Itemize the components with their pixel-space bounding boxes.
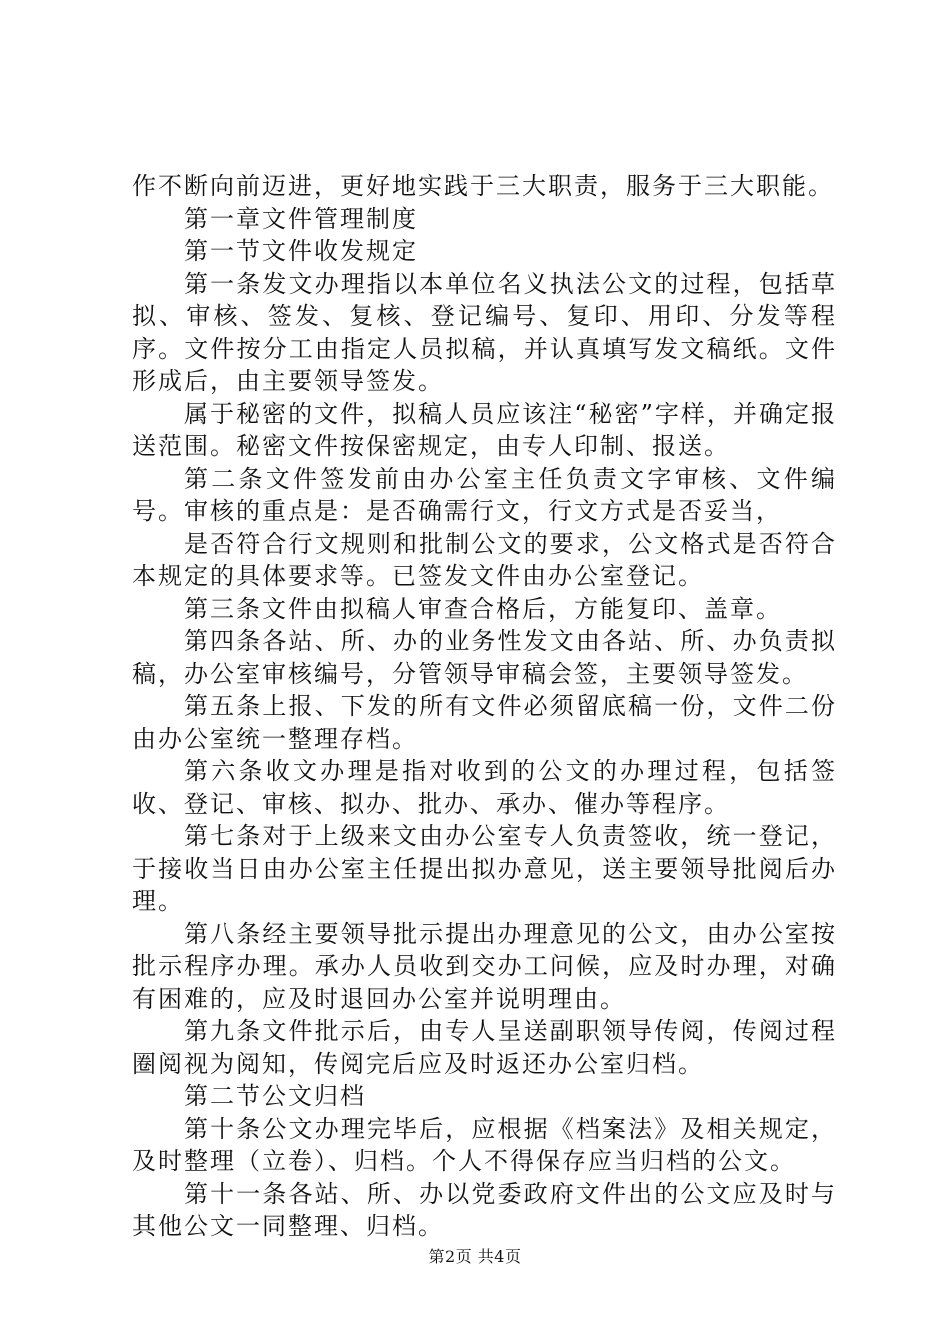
article-2: 第二条文件签发前由办公室主任负责文字审核、文件编号。审核的重点是：是否确需行文，行文方式是否妥当，	[132, 464, 837, 525]
article-2-continued: 是否符合行文规则和批制公文的要求，公文格式是否符合本规定的具体要求等。已签发文件由办公室登记。	[132, 529, 837, 590]
article-6: 第六条收文办理是指对收到的公文的办理过程，包括签收、登记、审核、拟办、批办、承办、催办等程序。	[132, 757, 837, 818]
page-footer	[0, 1244, 950, 1267]
article-9: 第九条文件批示后，由专人呈送副职领导传阅，传阅过程圈阅视为阅知，传阅完后应及时返还办公室归档。	[132, 1017, 837, 1078]
article-3: 第三条文件由拟稿人审查合格后，方能复印、盖章。	[184, 594, 782, 623]
page-number: 第2页	[428, 1247, 473, 1266]
article-11: 第十一条各站、所、办以党委政府文件出的公文应及时与其他公文一同整理、归档。	[132, 1179, 837, 1240]
article-1-secret-clause: 属于秘密的文件，拟稿人员应该注“秘密”字样，并确定报送范围。秘密文件按保密规定，由专人印制、报送。	[132, 399, 837, 460]
section-heading-2: 第二节公文归档	[184, 1082, 366, 1110]
chapter-heading: 第一章文件管理制度	[184, 204, 418, 233]
article-1: 第一条发文办理指以本单位名义执法公文的过程，包括草拟、审核、签发、复核、登记编号、复印、用印、分发等程序。文件按分工由指定人员拟稿，并认真填写发文稿纸。文件形成后，由主要领导签发。	[132, 269, 837, 395]
article-7: 第七条对于上级来文由办公室专人负责签收，统一登记，于接收当日由办公室主任提出拟办意见，送主要领导批阅后办理。	[132, 822, 837, 915]
document-body	[132, 170, 837, 1243]
page-total: 共4页	[477, 1247, 522, 1266]
paragraph-continuation: 作不断向前迈进，更好地实践于三大职责，服务于三大职能。	[132, 172, 834, 200]
article-10: 第十条公文办理完毕后，应根据《档案法》及相关规定，及时整理（立卷）、归档。个人不得保存应当归档的公文。	[132, 1114, 837, 1175]
section-heading-1: 第一节文件收发规定	[184, 237, 418, 265]
article-8: 第八条经主要领导批示提出办理意见的公文，由办公室按批示程序办理。承办人员收到交办工问候，应及时办理，对确有困难的，应及时退回办公室并说明理由。	[132, 919, 837, 1013]
article-5: 第五条上报、下发的所有文件必须留底稿一份，文件二份由办公室统一整理存档。	[132, 692, 837, 753]
article-4: 第四条各站、所、办的业务性发文由各站、所、办负责拟稿，办公室审核编号，分管领导审稿会签，主要领导签发。	[132, 627, 837, 688]
